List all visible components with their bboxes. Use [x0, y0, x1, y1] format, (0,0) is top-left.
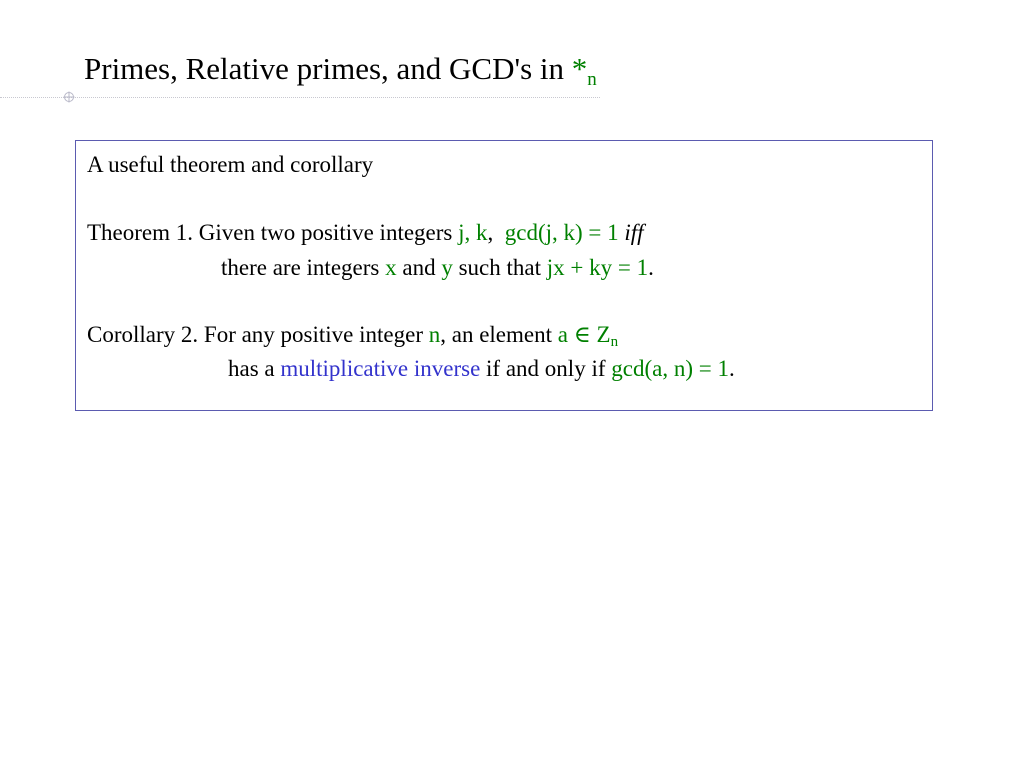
theorem-comma: ,: [487, 220, 505, 245]
theorem-line-1: [87, 219, 644, 247]
theorem-label: Theorem 1. Given two positive integers: [87, 220, 459, 245]
theorem-y: y: [441, 255, 453, 280]
slide-title-star: *: [571, 51, 588, 86]
corollary-element: a ∈ Z: [557, 322, 611, 347]
slide-title-subscript: n: [587, 69, 597, 90]
theorem-equation: jx + ky = 1: [546, 255, 649, 280]
theorem-line-2: [221, 254, 654, 282]
theorem-box: [75, 140, 933, 411]
corollary-element-text: , an element: [440, 322, 558, 347]
theorem-condition: gcd(j, k) = 1: [504, 220, 619, 245]
corollary-line-1: [87, 321, 618, 356]
theorem-and: and: [396, 255, 442, 280]
box-heading: A useful theorem and corollary: [87, 152, 374, 177]
corollary-label: Corollary 2. For any positive integer: [87, 322, 429, 347]
corollary-period: .: [728, 356, 735, 381]
slide-title-text: Primes, Relative primes, and GCD's in: [84, 51, 572, 86]
corollary-element-subscript: n: [610, 334, 619, 350]
corollary-middle: if and only if: [480, 356, 612, 381]
theorem-iff: iff: [624, 220, 644, 245]
theorem-period: .: [648, 255, 654, 280]
corollary-line2-prefix: has a: [228, 356, 281, 381]
corollary-condition: gcd(a, n) = 1: [611, 356, 729, 381]
corollary-line-2: [228, 355, 735, 383]
slide-title: [84, 50, 597, 99]
divider-ornament-icon: [63, 91, 75, 103]
theorem-vars: j, k: [458, 220, 488, 245]
theorem-line2-prefix: there are integers: [221, 255, 386, 280]
theorem-x: x: [385, 255, 397, 280]
theorem-such-that: such that: [452, 255, 547, 280]
corollary-inverse: multiplicative inverse: [280, 356, 481, 381]
corollary-n: n: [428, 322, 441, 347]
title-divider: [0, 97, 600, 98]
